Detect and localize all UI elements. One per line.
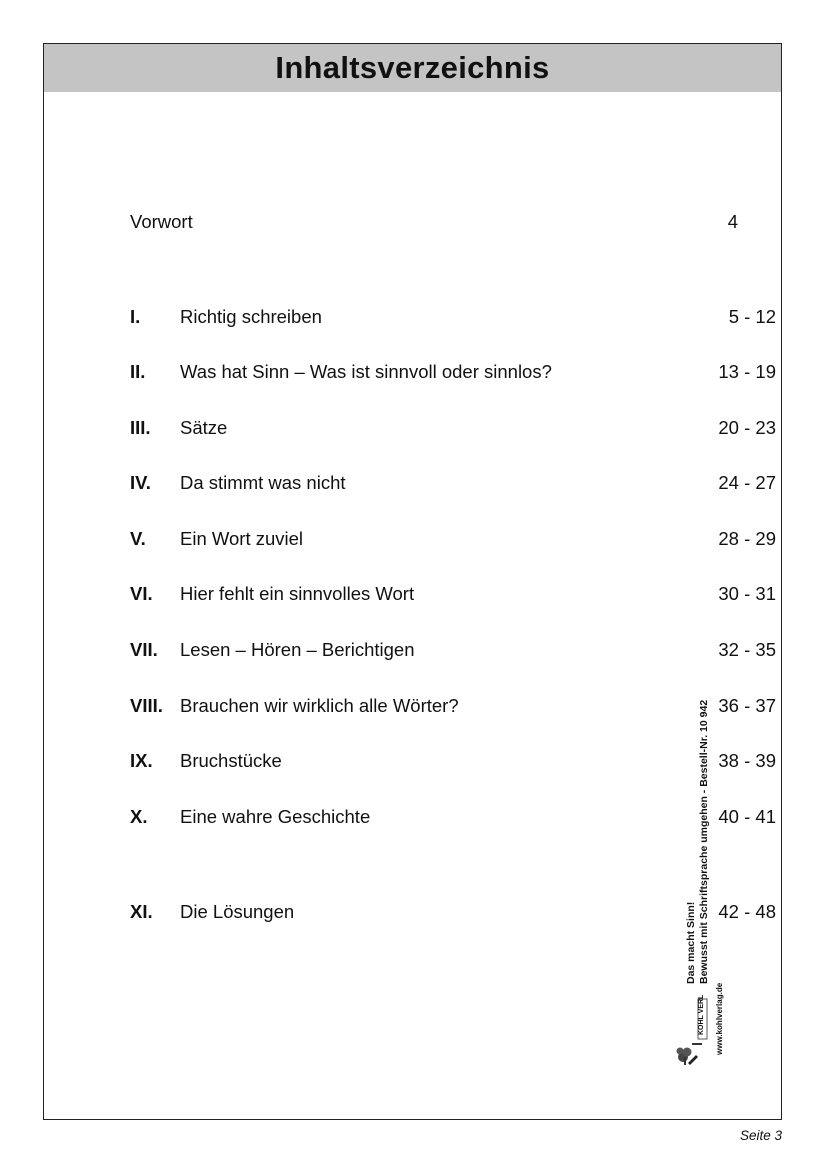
toc-entry-pages: 32 - 35 bbox=[718, 639, 776, 660]
toc-entry-pages: 42 - 48 bbox=[718, 901, 776, 922]
toc-entry-label: Ein Wort zuviel bbox=[180, 528, 304, 549]
toc-entry-label: Richtig schreiben bbox=[180, 306, 322, 327]
book-subtitle-order-number: Bewusst mit Schriftsprache umgehen - Bestell-Nr. 10 942 bbox=[698, 699, 710, 984]
publisher-logo bbox=[674, 995, 724, 1065]
toc-entry-number: VIII. bbox=[130, 695, 163, 716]
toc-entry-label: Hier fehlt ein sinnvolles Wort bbox=[180, 583, 415, 604]
title-bar bbox=[44, 44, 781, 92]
toc-entry-number: XI. bbox=[130, 901, 153, 922]
toc-entry-pages: 38 - 39 bbox=[718, 750, 776, 771]
toc-entry-label: Was hat Sinn – Was ist sinnvoll oder sinnlos? bbox=[180, 361, 552, 382]
page-title: Inhaltsverzeichnis bbox=[275, 50, 550, 85]
toc-entry-number: VI. bbox=[130, 583, 153, 604]
toc-entry-pages: 28 - 29 bbox=[718, 528, 776, 549]
publisher-name: KOHL VERLAG bbox=[698, 995, 705, 1035]
toc-entry-number: I. bbox=[130, 306, 141, 327]
toc-entry-label: Da stimmt was nicht bbox=[180, 472, 346, 493]
publisher-url: www.kohlverlag.de bbox=[715, 982, 724, 1055]
toc-entry-number: III. bbox=[130, 417, 151, 438]
toc-entry-pages: 36 - 37 bbox=[718, 695, 776, 716]
toc-entry-pages: 24 - 27 bbox=[718, 472, 776, 493]
toc-entry-pages: 30 - 31 bbox=[718, 583, 776, 604]
page-frame bbox=[43, 43, 782, 1120]
toc-entry-pages: 13 - 19 bbox=[718, 361, 776, 382]
toc-entry-pages: 20 - 23 bbox=[718, 417, 776, 438]
toc-entry bbox=[130, 416, 781, 440]
toc-entry-label: Die Lösungen bbox=[180, 901, 295, 922]
toc-entry-number: IV. bbox=[130, 472, 151, 493]
toc-entry-number: X. bbox=[130, 806, 148, 827]
toc-entry bbox=[130, 638, 781, 662]
toc-entry-pages: 4 bbox=[727, 211, 738, 232]
toc-entry-number: V. bbox=[130, 528, 146, 549]
toc-entry-label: Sätze bbox=[180, 417, 228, 438]
toc-entry-preface bbox=[130, 210, 781, 234]
toc-entry-number: II. bbox=[130, 361, 146, 382]
toc-entry bbox=[130, 305, 781, 329]
tree-logo-icon bbox=[674, 995, 724, 1067]
toc-entry-pages: 40 - 41 bbox=[718, 806, 776, 827]
toc-entry bbox=[130, 527, 781, 551]
toc-entry-label: Eine wahre Geschichte bbox=[180, 806, 371, 827]
toc-entry-label: Vorwort bbox=[130, 211, 193, 232]
toc-entry-pages: 5 - 12 bbox=[728, 306, 776, 327]
toc-entry-number: VII. bbox=[130, 639, 158, 660]
toc-entry bbox=[130, 582, 781, 606]
toc-entry bbox=[130, 360, 781, 384]
toc-entry-label: Brauchen wir wirklich alle Wörter? bbox=[180, 695, 459, 716]
toc-entry-label: Lesen – Hören – Berichtigen bbox=[180, 639, 415, 660]
page-number: Seite 3 bbox=[739, 1128, 782, 1143]
toc-entry-label: Bruchstücke bbox=[180, 750, 282, 771]
book-title: Das macht Sinn! bbox=[685, 901, 697, 984]
toc-entry bbox=[130, 471, 781, 495]
toc-entry-number: IX. bbox=[130, 750, 153, 771]
